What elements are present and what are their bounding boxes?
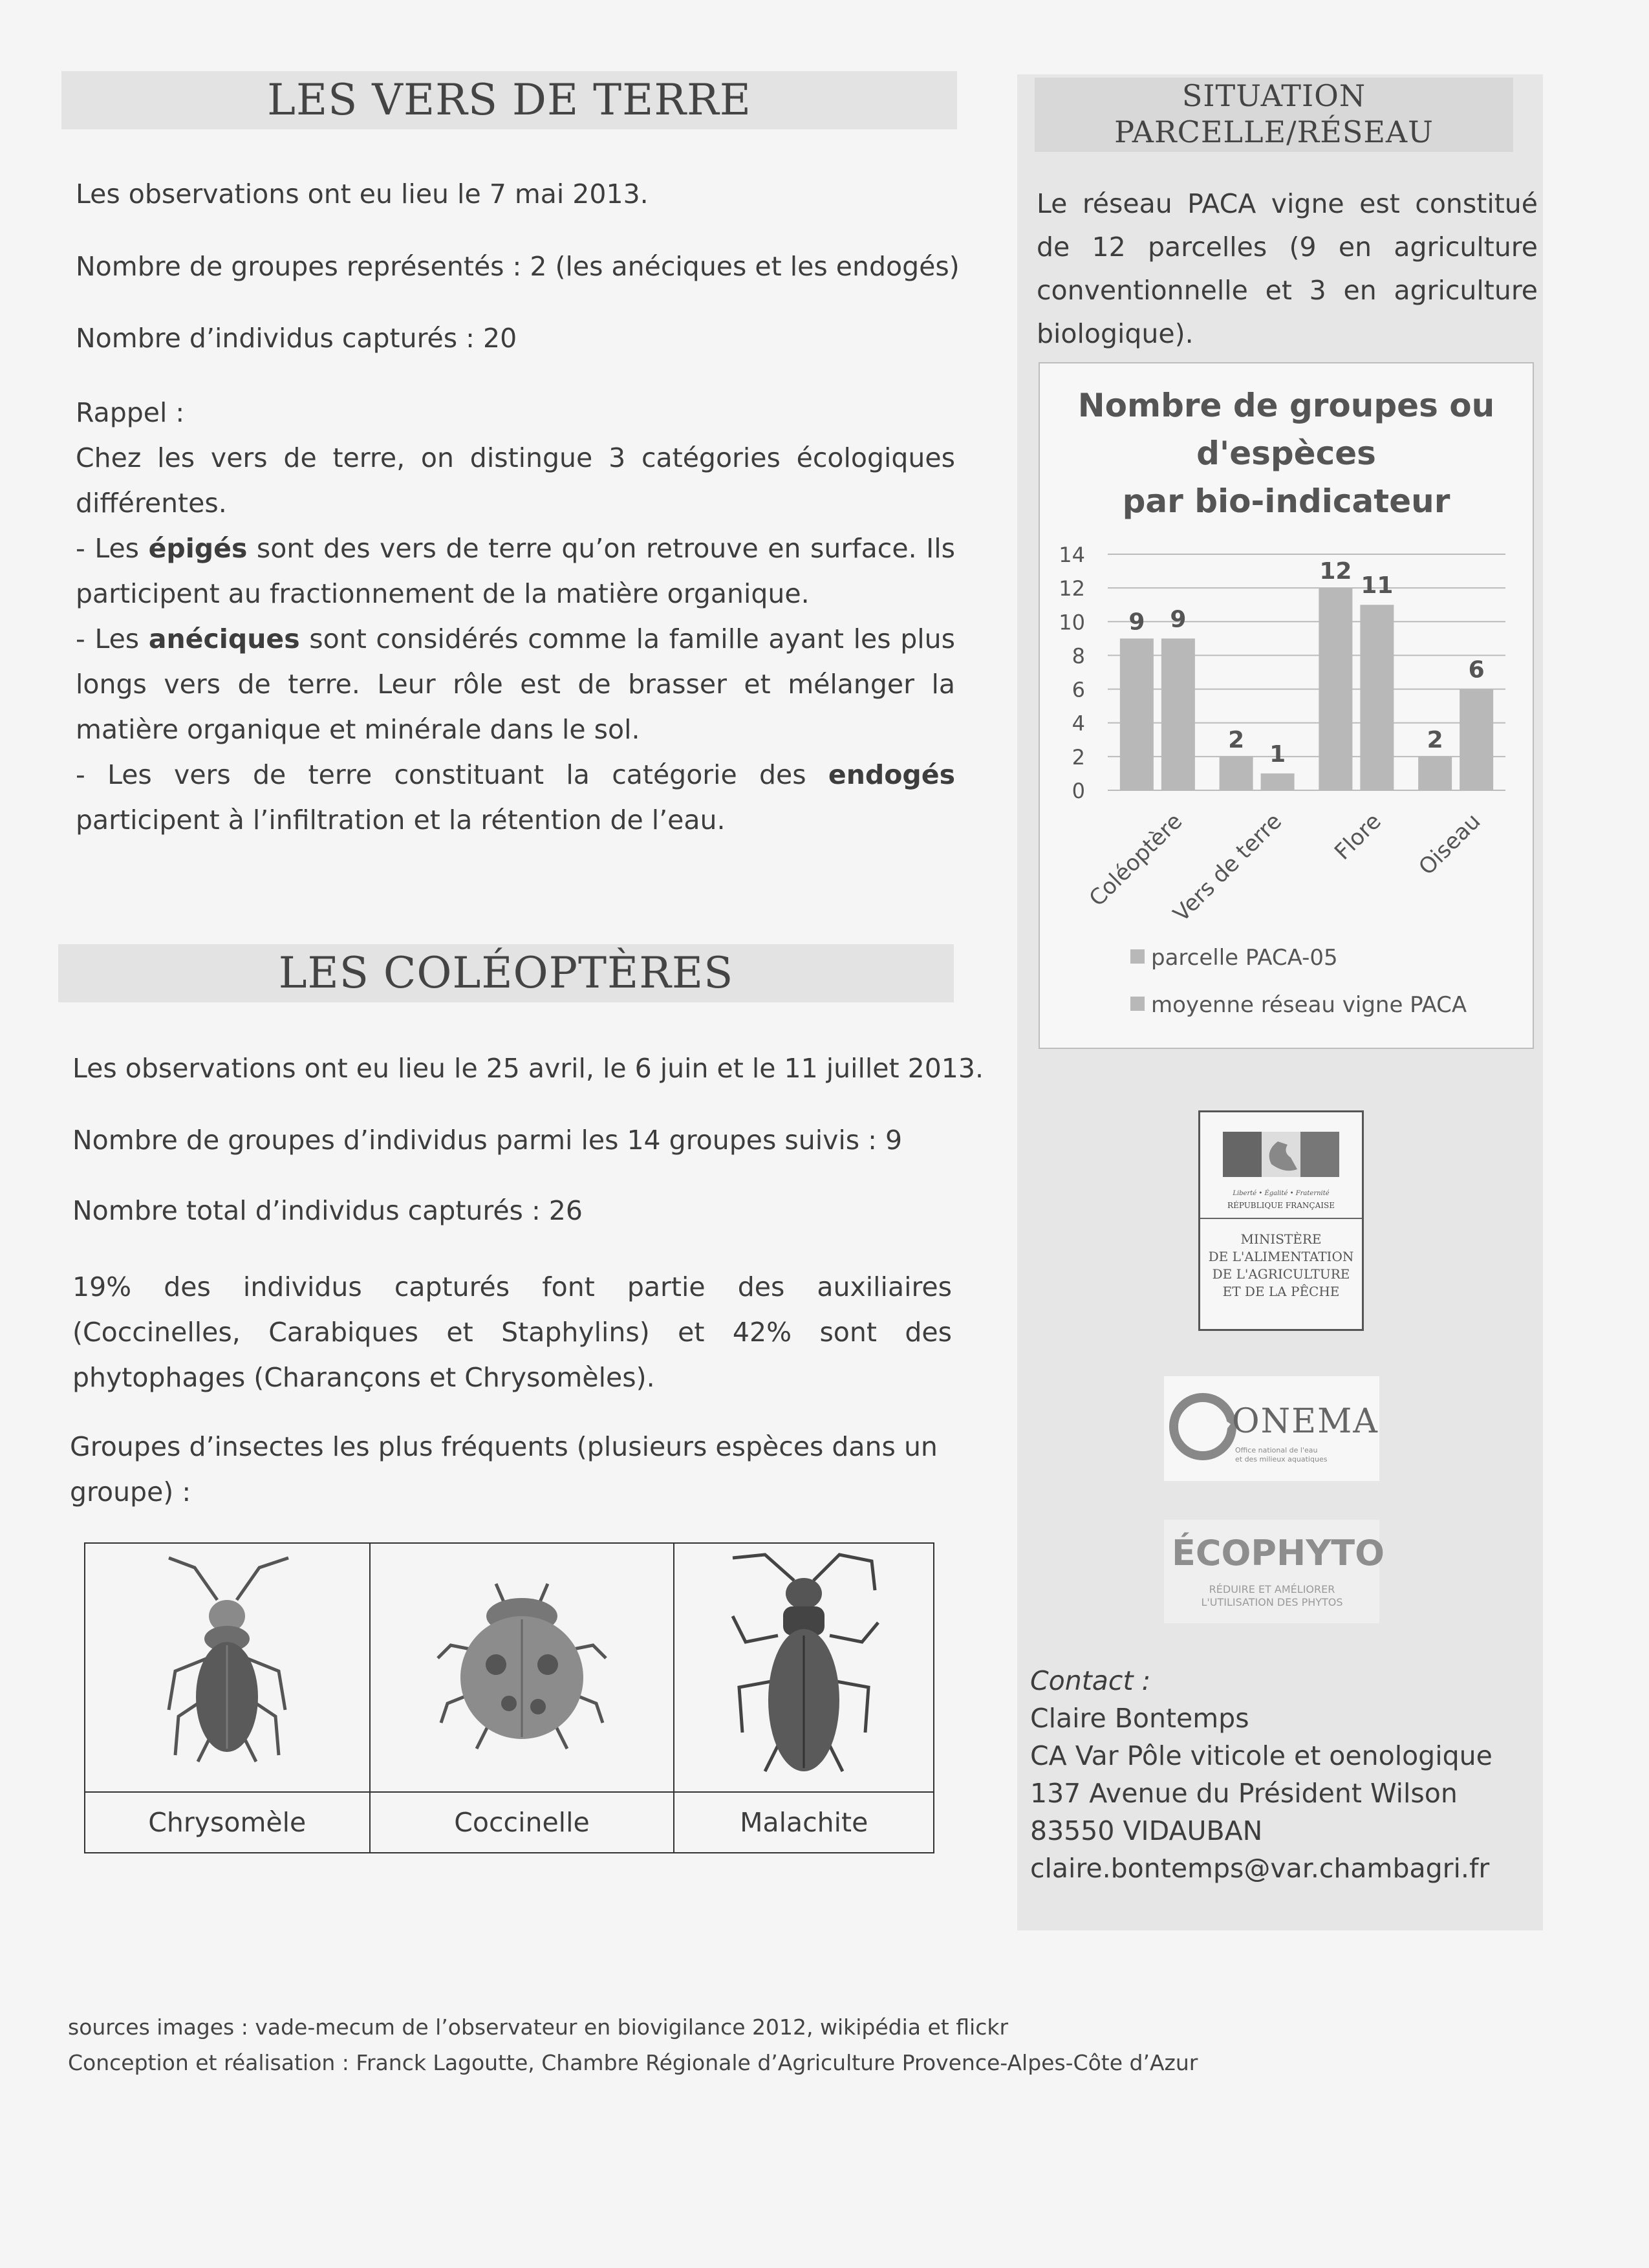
legend-swatch: [1130, 997, 1145, 1011]
bar-value-label: 11: [1361, 572, 1394, 599]
insect-label-coccinelle: Coccinelle: [370, 1792, 674, 1853]
coleo-group-count: Nombre de groupes d’individus parmi les 14 groupes suivis : 9: [72, 1125, 903, 1156]
aneciques-term: anéciques: [148, 623, 300, 654]
chart-bar: [1460, 689, 1493, 790]
onema-logo: [1164, 1376, 1379, 1481]
legend-label: moyenne réseau vigne PACA: [1151, 992, 1467, 1018]
bar-value-label: 12: [1319, 558, 1352, 585]
ministere-motto: Liberté • Égalité • Fraternité: [1233, 1190, 1330, 1197]
chart-bar: [1161, 638, 1195, 790]
chart-bar: [1360, 605, 1394, 790]
vers-section-title: LES VERS DE TERRE: [61, 71, 957, 129]
insect-label-malachite: Malachite: [674, 1792, 934, 1853]
insect-label-chrysomele: Chrysomèle: [85, 1792, 370, 1853]
coccinelle-image-cell: [370, 1543, 674, 1792]
bio-indicator-chart: [1039, 362, 1534, 1049]
vers-observation-date: Les observations ont eu lieu le 7 mai 2013.: [76, 178, 649, 210]
malachite-beetle-icon: [720, 1545, 888, 1784]
ministere-name: MINISTÈRE DE L'ALIMENTATION DE L'AGRICULTURE ET DE LA PÊCHE: [1208, 1231, 1354, 1299]
chart-title-line: d'espèces: [1196, 435, 1376, 472]
y-tick-label: 4: [1072, 711, 1085, 736]
footer-sources: sources images : vade-mecum de l’observateur en biovigilance 2012, wikipédia et flickr: [68, 2014, 1009, 2040]
y-tick-label: 14: [1059, 543, 1085, 567]
x-category-label: Oiseau: [1414, 808, 1486, 881]
ministere-logo: [1198, 1110, 1364, 1331]
ecophyto-logo: [1164, 1520, 1385, 1623]
epiges-term: épigés: [148, 533, 248, 564]
coleo-auxiliaires-text: 19% des individus capturés font partie des auxiliaires (Coccinelles, Carabiques et Staphylins) et 42% sont des phytophages (Charançons et Chrysomèles).: [72, 1271, 952, 1393]
onema-name: ONEMA: [1232, 1402, 1379, 1441]
y-tick-label: 8: [1072, 643, 1085, 669]
y-tick-label: 12: [1059, 576, 1085, 601]
chrysomele-beetle-icon: [149, 1555, 305, 1775]
bar-value-label: 2: [1427, 726, 1443, 753]
legend-swatch: [1130, 949, 1145, 964]
chart-bar: [1418, 757, 1452, 790]
contact-email[interactable]: claire.bontemps@var.chambagri.fr: [1030, 1853, 1490, 1884]
rappel-endoges: - Les vers de terre constituant la catégorie des endogés participent à l’infiltration et la rétention de l’eau.: [76, 759, 955, 836]
insect-table: [84, 1542, 934, 1853]
ministere-republique: RÉPUBLIQUE FRANÇAISE: [1200, 1201, 1362, 1219]
y-tick-label: 2: [1072, 744, 1085, 770]
ecophyto-name: ÉCOPHYTO: [1172, 1533, 1385, 1573]
marianne-icon: [1200, 1112, 1362, 1190]
chart-bar: [1319, 588, 1352, 790]
chart-bar: [1261, 773, 1295, 790]
rappel-label: Rappel :: [76, 397, 185, 428]
onema-subtitle: Office national de l'eau et des milieux aquatiques: [1235, 1446, 1328, 1463]
bar-value-label: 2: [1228, 726, 1245, 753]
chart-title-line: par bio-indicateur: [1122, 482, 1450, 520]
y-tick-label: 6: [1072, 677, 1085, 702]
contact-city: 83550 VIDAUBAN: [1030, 1815, 1263, 1846]
chart-bar: [1220, 757, 1253, 790]
vers-group-count: Nombre de groupes représentés : 2 (les anéciques et les endogés): [76, 251, 960, 282]
vers-individual-count: Nombre d’individus capturés : 20: [76, 323, 517, 354]
contact-name: Claire Bontemps: [1030, 1703, 1249, 1734]
side-title-line1: SITUATION: [1181, 78, 1366, 113]
rappel-aneciques: - Les anéciques sont considérés comme la famille ayant les plus longs vers de terre. Leur rôle est de brasser et mélanger la matière organique et minérale dans le sol.: [76, 623, 955, 745]
side-network-text: Le réseau PACA vigne est constitué de 12 parcelles (9 en agriculture conventionnelle et 3 en agriculture biologique).: [1037, 188, 1538, 349]
chrysomele-image-cell: [85, 1543, 370, 1792]
coccinelle-ladybug-icon: [425, 1568, 619, 1762]
contact-organisation: CA Var Pôle viticole et oenologique: [1030, 1740, 1493, 1771]
bio-indicator-chart-svg: [1040, 363, 1533, 1048]
bar-value-label: 6: [1468, 656, 1485, 684]
chart-title-line: Nombre de groupes ou: [1077, 387, 1495, 424]
endoges-term: endogés: [828, 759, 955, 790]
malachite-image-cell: [674, 1543, 934, 1792]
contact-street: 137 Avenue du Président Wilson: [1030, 1778, 1458, 1809]
vers-rappel-block: [76, 390, 955, 843]
coleo-observation-dates: Les observations ont eu lieu le 25 avril, le 6 juin et le 11 juillet 2013.: [72, 1053, 984, 1084]
contact-block: [1030, 1662, 1493, 1887]
y-tick-label: 10: [1059, 610, 1085, 635]
chart-bar: [1120, 638, 1154, 790]
bar-value-label: 9: [1170, 606, 1187, 633]
coleo-section-title: LES COLÉOPTÈRES: [58, 944, 954, 1002]
ecophyto-subtitle: RÉDUIRE ET AMÉLIORER L'UTILISATION DES PHYTOS: [1201, 1583, 1343, 1608]
bar-value-label: 1: [1269, 740, 1286, 768]
x-category-label: Vers de terre: [1168, 808, 1287, 927]
onema-swirl-icon: [1167, 1388, 1238, 1465]
rappel-epiges: - Les épigés sont des vers de terre qu’on retrouve en surface. Ils participent au fractionnement de la matière organique.: [76, 533, 955, 609]
coleo-frequent-groups: Groupes d’insectes les plus fréquents (plusieurs espèces dans un groupe) :: [70, 1431, 938, 1507]
side-title: [1035, 78, 1513, 152]
side-title-line2: PARCELLE/RÉSEAU: [1114, 114, 1434, 149]
rappel-intro: Chez les vers de terre, on distingue 3 catégories écologiques différentes.: [76, 442, 955, 519]
bar-value-label: 9: [1128, 609, 1145, 636]
coleo-individual-count: Nombre total d’individus capturés : 26: [72, 1195, 583, 1226]
x-category-label: Flore: [1330, 808, 1386, 865]
x-category-label: Coléoptère: [1084, 808, 1188, 912]
y-tick-label: 0: [1072, 779, 1085, 803]
footer-credits: Conception et réalisation : Franck Lagoutte, Chambre Régionale d’Agriculture Provence-Alpes-Côte d’Azur: [68, 2050, 1198, 2075]
contact-label: Contact :: [1030, 1665, 1151, 1696]
legend-label: parcelle PACA-05: [1151, 945, 1338, 971]
